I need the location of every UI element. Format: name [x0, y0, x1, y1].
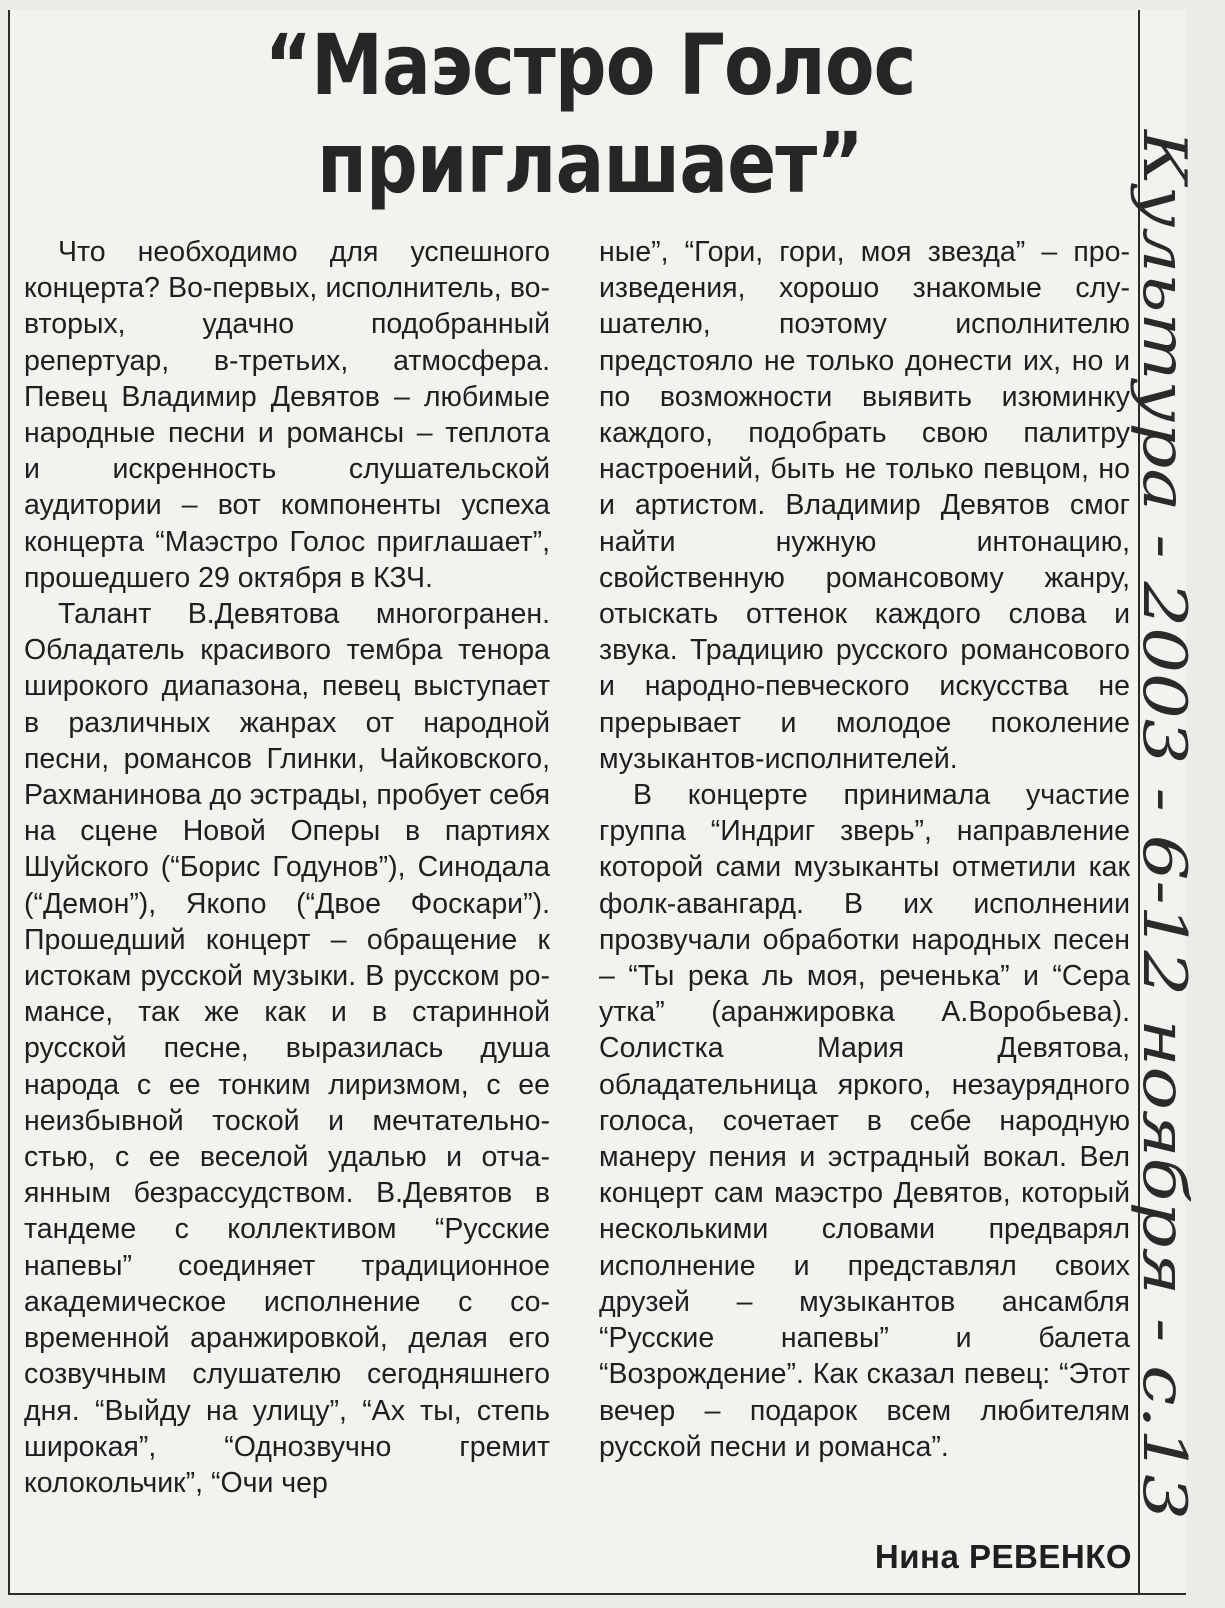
headline-line-1: “Маэстро Голос: [264, 16, 916, 114]
handwritten-note-svg: [1129, 120, 1199, 1530]
article-column-2: [599, 234, 1130, 1465]
paragraph: Что необходимо для успешного концерта? Во-первых, исполнитель, во-вторых, удачно подобранный репертуар, в-третьих, атмосфера. Певец Владимир Девятов – любимые народные песни и романсы – теплота и искренность слушательской аудитории – вот компоненты успеха концерта “Маэстро Голос приглашает”, прошедшего 29 октября в КЗЧ.: [24, 236, 550, 594]
author-signature: Нина РЕВЕНКО: [874, 1538, 1132, 1575]
paragraph: ные”, “Гори, гори, моя звезда” – произведения, хорошо знакомые слушателю, поэтому исполнителю предстояло не только донести их, но и по возможности выявить изюминку каждого, подобрать свою палитру настроений, быть не только певцом, но и артистом. Владимир Девятов смог найти нужную интонацию, свойственную романсовому жанру, отыскать оттенок каждого слова и звука. Традицию русского романсового и народно-певческого искусства не прерывает и молодое поколение музыкантов-исполнителей.: [599, 236, 1130, 775]
paragraph: Талант В.Девятова многогранен. Обладатель красивого тембра тенора широкого диапазона, певец выступает в различных жанрах от народной песни, романсов Глинки, Чайковского, Рахманинова до эстрады, пробует себя на сцене Новой Оперы в партиях Шуйского (“Борис Годунов”), Синодала (“Демон”), Якопо (“Двое Фоскари”). Прошедший концерт – обращение к истокам русской музыки. В русском романсе, так же как и в старинной русской песне, выразилась душа народа с ее тонким лиризмом, с ее неизбывной тоской и мечтательностью, с ее веселой удалью и отчаянным безрассудством. В.Девятов в тандеме с коллективом “Русские напевы” соединяет традиционное академическое исполнение с современной аранжировкой, делая его созвучным слушателю сегодняшнего дня. “Выйду на улицу”, “Ах ты, степь широкая”, “Однозвучно гремит колокольчик”, “Очи чер: [24, 598, 550, 1499]
handwritten-note-text: Культура - 2003 - 6-12 ноября - с.13: [1129, 130, 1199, 1289]
handwritten-source-note: [1129, 120, 1199, 1530]
article-headline: [126, 16, 1055, 212]
headline-line-2: приглашает”: [317, 114, 863, 212]
article-column-1: [24, 234, 550, 1501]
paragraph: В концерте принимала участие группа “Индриг зверь”, направление которой сами музыканты отметили как фолк-авангард. В их исполнении прозвучали обработки народных песен – “Ты река ль моя, реченька” и “Сера утка” (аранжировка А.Воробьева). Солистка Мария Девятова, обладательница яркого, незаурядного голоса, сочетает в себе народную манеру пения и эстрадный вокал. Вел концерт сам маэстро Девятов, который несколькими словами предварял исполнение и представлял своих друзей – музыкантов ансамбля “Русские напевы” и балета “Возрождение”. Как сказал певец: “Этот вечер – подарок всем любителям русской песни и романса”.: [599, 779, 1130, 1463]
newspaper-clipping: [8, 10, 1186, 1595]
